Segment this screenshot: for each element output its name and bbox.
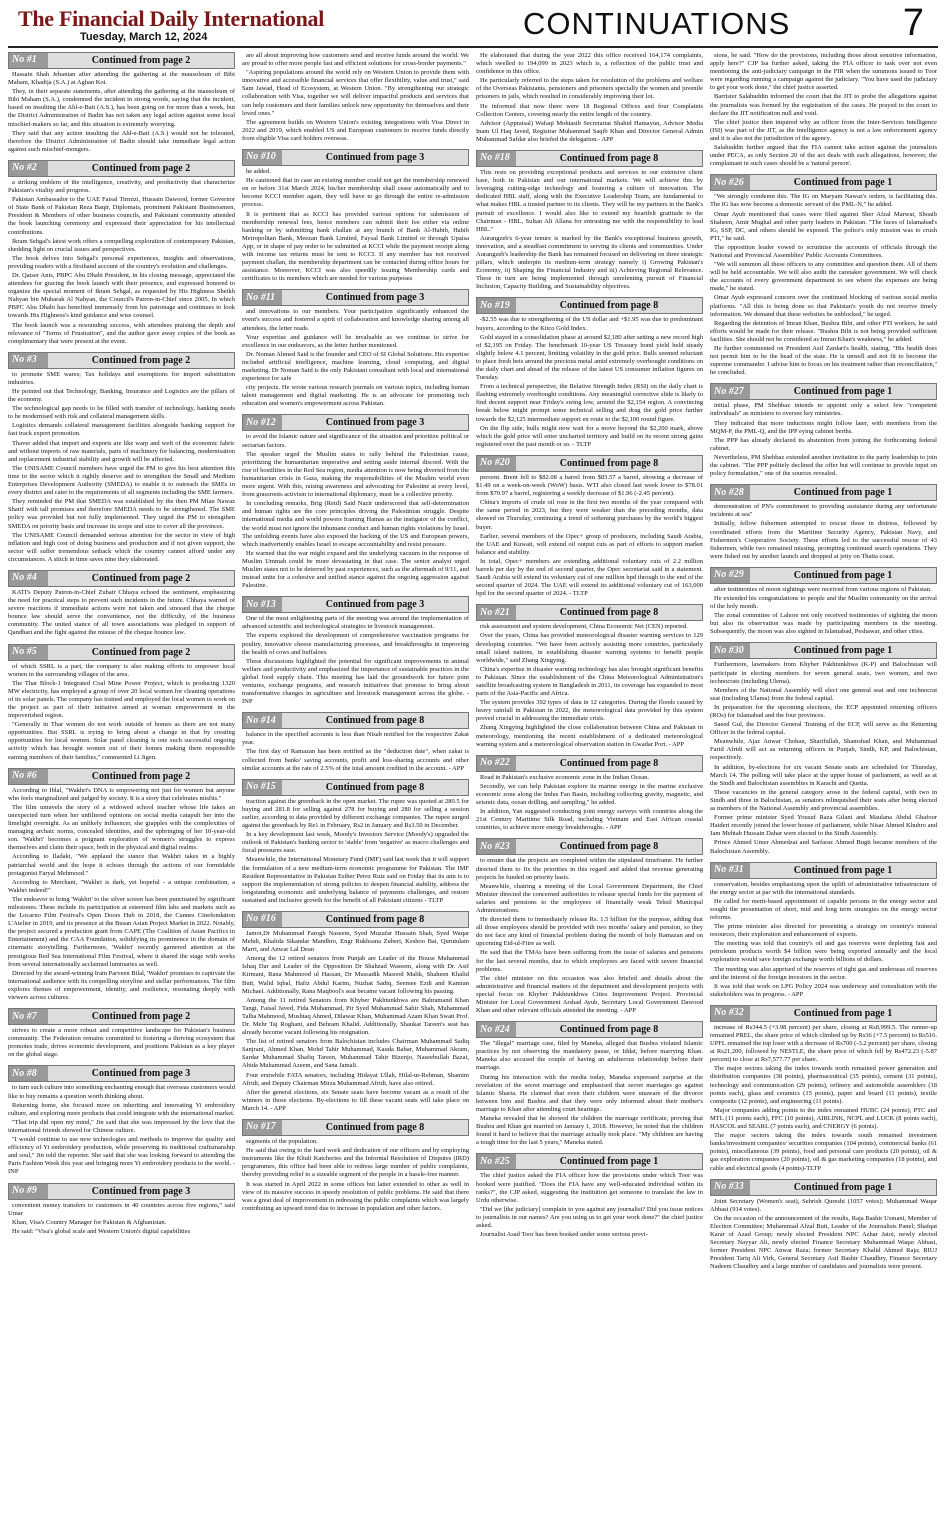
story-number: No #9 — [9, 1184, 48, 1199]
story — [8, 1183, 235, 1236]
story-paragraph: The book delves into Sehgal's personal experiences, insights and observations, providing readers with a firsthand account of the country's evolution and challenges. — [8, 254, 235, 270]
story-title: Continued from page 1 — [793, 864, 893, 876]
story-title: Continued from page 3 — [325, 292, 425, 304]
story — [710, 642, 937, 855]
story — [476, 297, 703, 449]
story-paragraph: They said that any action insulting the Ahl-e-Bait (A.S.) would not be tolerated, therefore the District Administration of Badin should take immediate legal action against such mischief-mongers. — [8, 129, 235, 153]
story-title: Continued from page 2 — [91, 162, 191, 174]
story-paragraph: The UNISAME Council demanded serious attention for the sector in view of high inflation and high cost of doing business and production and if not given support, the sector will suffer tremendous setback which the country cannot afford under any circumstances. A stitch in time saves nine they elaborated. — [8, 531, 235, 563]
story-title: Continued from page 3 — [325, 152, 425, 164]
story-number: No #8 — [9, 1066, 48, 1081]
story-number: No #6 — [9, 769, 48, 784]
story-paragraph: He said that the TMAs have been suffering from the issue of salaries and pensions for the last several months, due to which employees are faced with severe financial problems. — [476, 949, 703, 973]
story-number: No #10 — [243, 150, 282, 165]
story-header — [242, 414, 469, 431]
story-number: No #24 — [477, 1022, 516, 1037]
story — [8, 1008, 235, 1059]
story-header — [710, 567, 937, 584]
story — [710, 1179, 937, 1272]
story-paragraph: demonstration of PN's commitment to providing assistance during any unfortunate incidents at sea" — [710, 503, 937, 519]
story-paragraph: Road in Pakistan's exclusive economic zone in the Indian Ocean. — [480, 773, 650, 781]
story-header — [710, 1179, 937, 1196]
story-paragraph: -$2.55 was due to strengthening of the US dollar and +$1.95 was due to predominant buyers, according to the Kitco Gold Index. — [476, 316, 703, 332]
story — [242, 289, 469, 408]
story-paragraph: of which SSRL is a part, the company is also making efforts to empower local women in the surrounding villages of the area. — [8, 662, 235, 678]
story-number: No #19 — [477, 298, 516, 313]
story-paragraph: The PPP has already declared its abstention from joining the forthcoming federal cabinet. — [710, 436, 937, 452]
story-header — [710, 383, 937, 400]
story-header — [476, 297, 703, 314]
story-paragraph: Omar Ayub mentioned that cases were filed against Sher Afzal Marwat, Shoaib Shaheen, Amir Mughal and other party leaders in Pakistan. "The faces of Islamabad's IG, SSP, DC, and others should be exposed. The police's only mission was to crush PTI," he said. — [710, 210, 937, 242]
story — [242, 712, 469, 772]
story-title: Continued from page 8 — [559, 457, 659, 469]
story-paragraph: "I would continue to use new technologies and methods to improve the quality and efficiency of Yi embroidery production, while preserving its traditional craftsmanship and soul," Jin told the reporter. She said that she was looking forward to attending the Paris Fashion Week this year and bringing more Yi embroidery products to the world. - INP — [8, 1136, 235, 1176]
story — [710, 174, 937, 377]
story-number: No #13 — [243, 597, 282, 612]
story-title: Continued from page 1 — [793, 569, 893, 581]
story-paragraph: to avoid the Islamic nature and significance of the situation and prioritize political or sectarian factors. — [242, 433, 469, 449]
story — [242, 52, 469, 143]
story-title: Continued from page 1 — [793, 1007, 893, 1019]
story-paragraph: segments of the population. — [246, 1138, 318, 1146]
story-paragraph: They, in their separate statements, after attending the gathering at the mausoleum of Bibi Maham (S.A.), condemned the incident in strong words, saying that the incident, based on insulting the Ahl-e-Bait (A.S.), has been going on for more than a week, but the District Administration of Badin has not taken any legal action against some local mischief-makers so far, and this situation is extremely worrying. — [8, 88, 235, 128]
story-number: No #1 — [9, 53, 48, 68]
story — [476, 604, 703, 748]
story-paragraph: The meeting was also apprised of the reserves of tight gas and underseas oil reserves and the interest of the foreign investors in the sector. — [710, 965, 937, 981]
story — [8, 352, 235, 564]
story-paragraph: They reminded the PM that SMEDA was established by the then PM Mian Nawaz Sharif with tall promises and therefore SMEDA needs to be strengthened. The SME policy was provided but not fully implemented. They urged the PM to strengthen SMEDA on priority basis and increase its scope and size to cover all the provinces. — [8, 498, 235, 530]
story-header — [8, 768, 235, 785]
story-header — [476, 755, 703, 772]
story-paragraph: "We will summon all these officers to any committee and question them. All of them will be held accountable. We will also audit the caretaker government. We will check the accounts of every government department to see where the expenses are being made," he stated. — [710, 261, 937, 293]
story-paragraph: The opposition leader vowed to scrutinise the accounts of officials through the National and Provincial Assemblies' Public Accounts Committees. — [710, 243, 937, 259]
story-title: Continued from page 1 — [559, 1156, 659, 1168]
story-paragraph: convenient money transfers to customers in 40 countries across five regions," said Umar — [8, 1201, 235, 1217]
story-header — [476, 150, 703, 167]
story-paragraph: Salahuddin further argued that the FIA cannot take action against the journalists under PECA, as only Section 20 of the act deals with such allegations, however, the complainant in such cases should be a 'natural person'. — [710, 144, 937, 168]
story-number: No #33 — [711, 1180, 750, 1195]
story-paragraph: increase of Rs344.5 (+3.98 percent) per share, closing at Rs8,999.5. The runner-up remained PREL, the share price of which climbed up by Rs36 (+7.5 percent) to Rs516. UPFL remained the top loser with a decrease of Rs700 (-3.2 percent) per share, closing at Rs21,200, followed by NESTLE, the share price of which fell by Rs472.23 (-5.87 percent) to close at Rs7,577.77 per share. — [710, 1023, 937, 1064]
story-paragraph: Your expertise and guidance will be invaluable as we continue to strive for excellence in our endeavors, as the letter further mentioned. — [242, 333, 469, 349]
story-paragraph: Khan, Visa's Country Manager for Pakistan & Afghanistan. — [12, 1218, 167, 1226]
story — [8, 160, 235, 346]
story — [476, 838, 703, 1015]
story-title: Continued from page 8 — [559, 300, 659, 312]
story-paragraph: conservation, besides emphasising upon the uplift of administrative infrastructure of the energy sector at par with the international standards. — [710, 880, 937, 896]
story-paragraph: city projects. He wrote various research journals on various topics, including human talent management and digital marketing. He is an advocate for promoting tech education and women's empowerment across Pakistan. — [242, 384, 469, 408]
story-header — [8, 52, 235, 69]
story-paragraph: The chief justice asked the FIA officer how the provisions under which Toor was booked were justified. "Does the FIA have any well-educated individual within its ranks?", the CJP asked, suggesting the institution get someone to translate the law in Urdu otherwise. — [476, 1172, 703, 1204]
story-paragraph: Meanwhile, Ajaz Anwar Chohan, Sharifullah, Shamshad Khan, and Muhammad Farid Afridi will act as returning officers in Punjab, Sindh, KP, and Balochistan, respectively. — [710, 738, 937, 762]
story-paragraph: This rests on providing exceptional products and services to our extensive client base, both in Pakistan and our international markets. We will achieve this by leveraging cutting-edge technology and fostering a culture of innovation. The dedicated HBL staff, along with the Executive Leadership Team, are fundamental to what makes HBL a trusted partner to its clients. They will be my partners in the Bank's pursuit of excellence. I would also like to extend my heartfelt gratitude to the Chairman - HBL, Sultan Ali Allana for entrusting me with the responsibility to lead HBL." — [476, 169, 703, 233]
story-paragraph: Prince Ahmed Umer Ahmedzai and Sarfaraz Ahmed Bugti became members of the Balochistan Assembly. — [710, 839, 937, 855]
story-paragraph: "We strongly condemn this. The IG on Maryam Nawaz's orders, is facilitating this. The IG has now become a domestic servant of the PML-N," he added. — [710, 193, 937, 209]
story-paragraph: He said: "Visa's global scale and Western Union's digital capabilities — [12, 1227, 191, 1235]
story-paragraph: Barrister Salahuddin informed the court that the JIT to probe the allegations against the journalists was formed by the registration of the cases. He prayed to the court to declare the JIT notification null and void. — [710, 93, 937, 117]
story-title: Continued from page 8 — [559, 1024, 659, 1036]
story-paragraph: During his interaction with the media today, Maneka expressed surprise at the revelation of the secret marriage and emphasised that secret marriages go against Islamic Sharia. He claimed that even their children were unaware of the divorce between him and Bushra and that they were only informed about their mother's marriage to Khan after attending court hearings. — [476, 1073, 703, 1113]
story-paragraph: Pakistan Ambassador to the UAE Faisal Tirmizi, Hussain Dawood, former Governor of State Bank of Pakistan Reza Baqir, Diplomats, prominent Pakistani Businessmen, President & Members of other business councils, and Pakistani community attended the book launching ceremony and expressed their appreciation for his intellectual contributions. — [8, 196, 235, 236]
story-paragraph: Gold stayed in a consolidation phase at around $2,180 after setting a new record high of $2,195 on Friday. The benchmark 10-year US Treasury bond yield held steady slightly below 4.1 percent, limiting volatility in the gold price. Bulls seemed reluctant to place fresh bets around the precious metal amid extremely overbought conditions on the daily chart and ahead of the release of the latest US consumer inflation figures on Tuesday. — [476, 333, 703, 382]
story-paragraph: The agreement builds on Western Union's existing integrations with Visa Direct in 2022 and 2019, which enabled US and European customers to receive funds directly from eligible Visa card holders overseas. — [242, 118, 469, 142]
story-header — [710, 174, 937, 191]
story — [710, 52, 937, 168]
story-number: No #16 — [243, 912, 282, 927]
story-title: Continued from page 3 — [325, 417, 425, 429]
story-paragraph: From a technical perspective, the Relative Strength Index (RSI) on the daily chart is flashing extremely overbought conditions. Any meaningful corrective slide is likely to find decent support near Friday's swing low, around the $2,154 region. A convincing break below might prompt some technical selling and drag the gold price further towards the $2,125 intermediate support en route to the $2,100 round figure. — [476, 383, 703, 423]
story-paragraph: traction against the greenback in the open market. The rupee was quoted at 280.5 for buying and 281.8 for selling against 278 for buying and 280 for selling a session earlier, according to data provided by different exchange companies. The rupee surged against the greenback by Re1 in February, Rs2 in January and Rs3.50 in December. — [242, 797, 469, 830]
story-paragraph: The prime minister also directed for presenting a strategy on country's mineral resources, their exploration and enhancement of exports. — [710, 923, 937, 939]
story-paragraph: The chief justice then inquired why an officer from the Inter-Services Intelligence (ISI) was part of the JIT, as the intelligence agency is not a law enforcement agency and it is also not the jurisdiction of the agency. — [710, 118, 937, 142]
text-column — [710, 52, 937, 1522]
story-paragraph: He further commented on President Asif Zardari's health, stating, "His health does not permit him to be the head of the state. He is unwell and not fit to become the supreme commander. I advise him to focus on his treatment rather than reconciliation," he concluded. — [710, 345, 937, 377]
story-paragraph: The film unravels the story of a widowed school teacher whose life takes an unexpected turn when her unfiltered opinions on social media catapult her into the limelight overnight. As an unlikely influencer, she grapples with the complexities of managing archaic norms, concealed identities, and the upbringing of her 10-year-old son. 'Wakhri' becomes a poignant exploration of women's struggles to express themselves and claim their space, both in the physical and digital realms. — [8, 803, 235, 852]
story-number: No #12 — [243, 415, 282, 430]
story-title: Continued from page 8 — [325, 781, 425, 793]
story-paragraph: It was started in April 2022 in some offices but latter extended to other as well in view of its massive success in speedy resolution of public problems. He said that there was a great deal of improvement in redressing the public complaints which was largely contributing an upward trend due to increase in population and other factors. — [242, 1180, 469, 1212]
story-number: No #4 — [9, 571, 48, 586]
story-number: No #5 — [9, 645, 48, 660]
story-header — [8, 570, 235, 587]
story-paragraph: to turn such culture into something enchanting enough that overseas customers would like to buy remains a question worth thinking about. — [8, 1084, 235, 1100]
story-paragraph: Saeed Gul, the Director General Training of the ECP, will serve as the Returning Officer in the federal capital. — [710, 721, 937, 737]
story-header — [242, 596, 469, 613]
story-number: No #15 — [243, 780, 282, 795]
story-paragraph: Secondly, we can help Pakistan explore its marine energy in the marine exclusive economic zone along the Indus Fan Basin, including collecting gravity, magnetic, and seismic data, ocean drilling, and sampling," he added. — [476, 782, 703, 807]
story-paragraph: It is pertinent that as KCCI has provided various options for submission of membership renewal fees, hence members can submit their fee either via online banking or by submitting bank challan at any branch of Bank Al-Habib, Habib Metropolitan Bank, Meezan Bank Limited, Faysal Bank Limited or through Upaisa App, or in shape of pay order to be submitted at KCCI while the payment receipt along with income tax returns must be sent to KCCI. If any member has not received payment challan, the membership department can be contacted during office hours for assistance. Moreover, KCCI was also speedily issuing Membership cards and certificates to its members which are needed for various purposes — [242, 210, 469, 283]
story-paragraph: and innovations to our members. Your participation significantly enhanced the event's success and fostered a spirit of collaboration and knowledge sharing among all attendees, the letter reads. — [242, 308, 469, 332]
story-number: No #29 — [711, 568, 750, 583]
story-paragraph: The first day of Ramazan has been notified as the "deduction date", when zakat is collected from banks' saving accounts, profit and loss-sharing accounts and other similar accounts at the rate of 2.5% of the total amount credited in the account. - APP — [242, 748, 469, 772]
story-header — [8, 644, 235, 661]
section-title: CONTINUATIONS — [523, 6, 791, 41]
text-column — [476, 52, 703, 1522]
paper-name: The Financial Daily International — [18, 6, 325, 31]
story-paragraph: Dr. Qaiser Anis, PBPC Abu Dhabi President, in his closing message, appreciated the attendees for gracing the book launch with their presence, and expressed honored to organize the special moment of Ikram Sehgal, as requested by His Highness Sheikh Nahyan bin Mubarak Al Nahyan, the Council's Patron-in-Chief since 2005. In which PBPC Abu Dhabi has benefited immensely from his patronage and continues to look towards His Highness's kind guidance and wise counsel. — [8, 271, 235, 320]
story-paragraph: He pointed out that Technology, Banking, Insurance and Logistics are the pillars of the economy. — [8, 388, 235, 404]
story-title: Continued from page 8 — [325, 913, 425, 925]
story-title: Continued from page 8 — [559, 153, 659, 165]
story-header — [242, 712, 469, 729]
story — [476, 755, 703, 833]
story-header — [242, 779, 469, 796]
story — [476, 455, 703, 598]
story-paragraph: "Did we [the judiciary] complain to you against any journalist? Did you issue notices to journalists in our names? Are you using us to get your work done?" the chief justice asked. — [476, 1205, 703, 1229]
story — [8, 570, 235, 638]
story-paragraph: Omar Ayub expressed concern over the continued blocking of various social media platforms. "All this is being done so that Pakistan's youth do not receive timely information. We demand that these websites be unblocked," he urged. — [710, 294, 937, 318]
story-paragraph: The book launch was a resounding success, with attendees praising the depth and relevance of "Terms of Frustration", and the author gave away copies of the book as complimentary that were present at the event. — [8, 321, 235, 345]
story-header — [8, 1008, 235, 1025]
story-paragraph: In concluding remarks, Brig (Retd) Said Nazir underscored that self-determination and human rights are the core principles driving the Palestinian struggle. Despite international media and world powers framing Hamas as the instigator of the conflict, the world must not ignore the inhumane conduct and human rights violations by Israel. The unfolding events have also exposed the backing of the US and European powers, which inadvertently enables Israel to escape accountability and resist pressure. — [242, 500, 469, 548]
story-number: No #32 — [711, 1006, 750, 1021]
story-paragraph: In total, Opec+ members are extending additional voluntary cuts of 2.2 million barrels per day by the end of second quarter, the Opec secretariat said in a statement. Saudi Arabia will extend its voluntary cut of one million bpd through to the end of the second quarter of 2024. The UAE will extend its additional voluntary cut of 163,000 bpd for the second quarter of 2024. - TLTP — [476, 557, 703, 598]
story-paragraph: The list of retired senators from Balochistan includes Chairman Muhammad Sadiq Sanjrani, Ahmed Khan, Mohd Tahir Muhammad, Kauda Babar, Muhammad Akram, Sardar Muhammad Shafiq Tareen, Muhammad Tahir Bizenjo, Naseebullah Bazai, Abida Muhammad Azeem, and Sana Jamali. — [242, 1038, 469, 1070]
story-paragraph: Journalist Asad Toor has been booked under some serious provi- — [480, 1231, 648, 1239]
story-paragraph: "Aspiring populations around the world rely on Western Union to provide them with innovative and accessible financial services that offer flexibility, value and trust," said Sam Jawad, Head of Ecosystem, at Western Union. "By strengthening our strategic collaboration with Visa, together we will deliver impactful products and services that can help customers and their families unlock new opportunity for themselves and their loved ones." — [242, 69, 469, 117]
story-paragraph: to ensure that the projects are completed within the stipulated timeframe. He further directed them to fix the priorities in this regard and added that revenue generating projects be funded on priority basis. — [476, 857, 703, 881]
story-paragraph: He warned that the war might expand and the underlying vacuum in the response of Muslim Ummah could be more devastating in that case. The senior analyst urged Muslim states not to be deterred by past experiences, such as the aftermath of 9/11, and instead unite for a cohesive and unified stance against the ongoing aggression against Palestine. — [242, 549, 469, 590]
story — [8, 52, 235, 154]
story-title: Continued from page 8 — [559, 841, 659, 853]
story-number: No #23 — [477, 839, 516, 854]
story-number: No #21 — [477, 605, 516, 620]
story-paragraph: a striking emblem of the intelligence, creativity, and productivity that characterize Pakistan's vitality and progress. — [8, 178, 235, 195]
story-title: Continued from page 3 — [325, 599, 425, 611]
story — [476, 1021, 703, 1147]
issue-date: Tuesday, March 12, 2024 — [80, 31, 208, 43]
story-number: No #3 — [9, 353, 48, 368]
story-title: Continued from page 2 — [91, 1011, 191, 1023]
story-number: No #11 — [243, 290, 282, 305]
story-paragraph: Earlier, several members of the Opec+ group of producers, including Saudi Arabia, the UAE and Kuwait, will extend oil output cuts as part of efforts to support market balance and stability. — [476, 532, 703, 556]
story-title: Continued from page 8 — [559, 757, 659, 769]
story-paragraph: Regarding the detention of Imran Khan, Bushra Bibi, and other PTI workers, he said efforts would be made for their release. "Bushra Bibi is not being provided sufficient facilities. She should not be considered as Imran Khan's weakness," he added. — [710, 319, 937, 343]
story-paragraph: Zhang Xingying highlighted the close collaboration between China and Pakistan in meteorology, mentioning the recent establishment of a dedicated meteorological warning system and a meteorological observation station in Gwadar Port. - APP — [476, 724, 703, 748]
story-title: Continued from page 8 — [559, 607, 659, 619]
story-paragraph: Nevertheless, PM Shehbaz extended another invitation to the party leadership to join the cabinet. "The PPP politely declined the offer but will continue to provide input on policy formulation," one of the sources revealed. — [710, 453, 937, 478]
story — [242, 149, 469, 283]
story-header — [8, 352, 235, 369]
story-paragraph: One of the most enlightening parts of the meeting was around the implementation of advanced scientific and technological strategies in livestock management. — [242, 615, 469, 631]
story-header — [242, 911, 469, 928]
story-number: No #30 — [711, 643, 750, 658]
story-title: Continued from page 2 — [91, 55, 191, 66]
story-paragraph: It was told that work on LPG Policy 2024 was underway and consultation with the stakeholders was in progress. - APP — [710, 982, 937, 998]
story-title: Continued from page 8 — [325, 1122, 425, 1134]
story-number: No #14 — [243, 713, 282, 728]
story-paragraph: Logistics demands collateral management facilities alongside banking support for fast track export promotion. — [8, 422, 235, 438]
story-paragraph: These discussions highlighted the potential for significant improvements in animal welfare and productivity and emphasized the importance of sustainable practices in the global food supply chain. This meeting has laid the groundwork for future joint ventures, exchange programs, and research initiatives that promise to bring about transformative changes in agriculture and livestock management across the globe. - INP — [242, 657, 469, 706]
story — [710, 862, 937, 999]
story — [476, 52, 703, 144]
story-header — [242, 289, 469, 306]
story-paragraph: They indicated that more inductions might follow later, with members from the MQM-P, the PML-Q, and the IPP eying cabinet berths. — [710, 419, 937, 435]
story-paragraph: percent. Brent fell to $82.08 a barrel from $83.57 a barrel, showing a decrease of $1.49 on a week-on-week (WoW) basis. WTI also closed last week lower to $78.01 from $79.97 a barrel, registering a weekly decrease of $1.96 (-2.45 percent). — [476, 473, 703, 498]
story-paragraph: Over the years, China has provided meteorological disaster warning services to 129 developing countries. "We have been actively assisting more countries, particularly small island nations, in establishing disaster warning systems to benefit people worldwide," said Zhang Xingying. — [476, 632, 703, 664]
story-paragraph: strives to create a more robust and competitive landscape for Pakistan's business community. The Federation remains committed to fostering a thriving ecosystem that promotes trade, drives economic development, and positions Pakistan as a key player on the global stage. — [8, 1027, 235, 1059]
story-paragraph: Among the 11 retired Senators from Khyber Pakhtunkhwa are Bahramand Khan Tangi, Faisal Javed, Fida Muhammad, Pir Syed Muhammad Sabir Shah, Muhammad Talha Mahmood, Mushtaq Ahmed, Dilawar Khan, Muhammad Azam Khan Swati Prof. Dr. Mehr Taj Roghani, and Behram Khalid. Additionally, Shaukat Tareen's seat has already become vacant following his resignation. — [242, 996, 469, 1037]
story-paragraph: He particularly referred to the steps taken for resolution of the problems and welfare of the Overseas Pakistanis, pensioners and prisoners specially the women and juvenile prisoners in jails, which resulted in considerably improving their lot. — [476, 77, 703, 101]
story-header — [476, 604, 703, 621]
story-paragraph: According to Merchant, "Wakhri is dark, yet hopeful - a unique combination, a Wakhri indeed!" — [8, 878, 235, 894]
story-number: No #28 — [711, 485, 750, 500]
story-paragraph: In a key development last week, Moody's Investors Service (Moody's) upgraded the outlook of Pakistan's banking sector to 'stable' from 'negative' as macro challenges and fiscal pressures ease. — [242, 831, 469, 855]
story-header — [242, 1119, 469, 1136]
story-title: Continued from page 3 — [91, 1068, 191, 1080]
story-header — [710, 1005, 937, 1022]
page-number: 7 — [902, 2, 924, 44]
story-paragraph: The zonal committee of Lahore not only received testimonies of sighting the moon but also its observation was made by participating members in the meeting. Subsequently, the moon was also sighted in Islamabad, Peshawar, and other cities. — [710, 612, 937, 636]
story-paragraph: In addition, by-elections for six vacant Senate seats are scheduled for Thursday, March 14. The polling will take place at the upper house of parliament, as well as at the Sindh and Balochistan assemblies in Karachi and Quetta. — [710, 763, 937, 787]
story-paragraph: In addition, Yan suggested conducting joint energy surveys with countries along the 21st Century Maritime Silk Road, including Vietnam and East African coastal countries, to achieve more energy breakthroughs. - APP — [476, 808, 703, 832]
story-paragraph: The UNISAME Council members have urged the PM to give his best attention this time to the sector which it rightly deserve and to strengthen the Small and Medium Enterprises Development Authority (SMEDA) to enable it to outreach the SMEs in every district and cater to the requirements of all segments including the SME farmers. — [8, 464, 235, 497]
story-paragraph: balance in the specified accounts is less than Nisab notified for the respective Zakat year. — [242, 731, 469, 747]
story-paragraph: The chief minister on this occasion was also briefed and details about the administrative and financial matters of the department and development projects with special focus on Khyber Pakhtunkhwa Cities Improvement Project. Provincial Minister for Local Government Arshad Ayub, Secretary Local Government Dawood Khan and other relevant officials attended the meeting. - APP — [476, 974, 703, 1015]
story-paragraph: He directed them to immediately release Rs. 1.5 billion for the purpose, adding that all those employees should be provided with two months' salary and pension, so they do not face any kind of financial problem during the month of holy Ramazan and on upcoming Eid-ul-Fitre as well. — [476, 916, 703, 948]
story-paragraph: Former prime minister Syed Yousuf Raza Gilani and Maulana Abdul Ghafoor Haideri recently joined the lower house of parliament, while Nisar Ahmed Khuhro and Jam Mehtab Hussain Dahar were elected to the Sindh Assembly. — [710, 814, 937, 838]
text-column — [8, 52, 235, 1522]
story-title: Continued from page 8 — [325, 715, 425, 727]
story-paragraph: Hassain Shah Jehanian after attending the gathering at the mausoleum of Bibi Maham, Khadija (S.A.) at Aghan Kot. — [8, 71, 235, 87]
story-paragraph: to promote SME wares; Tax holidays and exemptions for import substitution industries. — [8, 370, 235, 386]
story-paragraph: "That trip did open my mind," Jin said that she was impressed by the love that the international friends showed for Chinese culture. — [8, 1118, 235, 1134]
story-paragraph: Furthermore, lawmakers from Khyber Pakhtunkhwa (K-P) and Balochistan will participate in electing members for seven general seats, two women, and two technocrats (including Ulema). — [710, 661, 937, 685]
story-paragraph: These vacancies in the general category arose in the federal capital, with two in Sindh and three in Balochistan, as senators relinquished their seats after being elected as members of the National Assembly and provincial assemblies. — [710, 788, 937, 813]
story-paragraph: The experts explored the development of comprehensive vaccination programs for poultry, innovative cheese manufacturing processes, and breakthroughs in improving the health of cows and buffaloes. — [242, 632, 469, 656]
story-paragraph: According to Iladaki, "We applaud the stance that Wakhri takes in a highly patriarchal world and the hope it echoes through the actions of our formidable protagonist Faryal Mehmood." — [8, 853, 235, 877]
story — [242, 779, 469, 905]
story-number: No #18 — [477, 151, 516, 166]
story-header — [8, 1183, 235, 1200]
story-paragraph: Advisor (Appraisal) Wafaqi Mohtasib Secretariat Shahid Hamayun, Advisor Media Inam Ul Haq Javed, Registrar Muhammad Saqib Khan and Director General Admin Muhammad Safdar also briefed the delegation.- APP — [476, 119, 703, 143]
story-paragraph: He called for merit-based appointment of capable persons in the energy sector and sought the presentation of short, mid and long term strategies on the energy sector reforms. — [710, 897, 937, 921]
story-title: Continued from page 3 — [91, 1185, 191, 1197]
story-paragraph: The endeavor to bring 'Wakhri' to the silver screen has been punctuated by significant milestones. These include its participation at esteemed film labs and markets such as the Locarno Film Festival's Open Doors Hub in 2018, the Cannes Cinefondation L'Atelier in 2019, and its presence at the Busan Asian Project Market in 2022. Notably, the project secured a production grant from CAPE (The Coalition of Asian Pacifics in Entertainment) and the CAA Foundation, solidifying its prominence in the domain of cinematic storytelling. Furthermore, 'Wakhri' recently garnered attention at the prestigious Red Sea International Film Festival, where it shared the stage with works from several internationally acclaimed luminaries as well. — [8, 895, 235, 968]
story-paragraph: The speaker urged the Muslim states to rally behind the Palestinian cause, prioritizing the humanitarian imperative and setting aside internal discord. With the rise of hostilities in the Red Sea region, media attention is now being diverted from the humanitarian crisis in Gaza, making the responsibilities of the Muslim world even more urgent. With this, raising awareness and advocating for Palestine at every level, from grassroots activism to international diplomacy, must be a collective priority. — [242, 450, 469, 499]
story-paragraph: sions, he said. "How do the provisions, including those about sensitive information, apply here?" CJP Isa further asked, taking the FIA officer to task over not even mentioning the anti-judiciary campaign in the FIR when the summons issued to Toor were regarding running a campaign against the judiciary. "You have used the judiciary to get your work done," the chief justice asserted. — [710, 52, 937, 92]
story-paragraph: Ikram Sehgal's latest work offers a compelling exploration of contemporary Pakistan, shedding light on crucial issues and perspectives. — [8, 237, 235, 253]
story-paragraph: Meanwhile, the International Monetary Fund (IMF) said last week that it will support the formulation of a new medium-term economic programme for Pakistan. The IMF Resident Representative in Pakistan Esther Perez Ruiz said on Friday that its aim is to support the implementation of strong policies to deepen financial stability, address the longstanding economic and underlying balance of payments challenges, and restore sustained and inclusive growth for the benefit of all Pakistani citizens - TLTP — [242, 856, 469, 904]
columns-container — [8, 52, 938, 1522]
story — [710, 383, 937, 478]
story-paragraph: Joint Secretary (Women's seat), Sehrish Qureshi (1057 votes); Muhammad Waqar Abbasi (914 votes). — [710, 1197, 937, 1213]
story-number: No #26 — [711, 175, 750, 190]
story-paragraph: He extended his congratulations to people and the Muslim community on the arrival of the holy month. — [710, 594, 937, 611]
story-paragraph: "Generally in Thar women do not work outside of homes as there are not many opportunities. But SSRL is trying to bring about a change in that by creating opportunities for local women. Solar panel cleaning is one such successful ongoing activity which has brought women out of their homes making them responsible earning members of their families," commented Li Jigen. — [8, 721, 235, 761]
story-paragraph: he added. — [246, 168, 271, 176]
story — [710, 1005, 937, 1173]
story — [476, 150, 703, 291]
story-title: Continued from page 1 — [793, 177, 893, 189]
story-paragraph: China's expertise in disaster warning technology has also brought significant benefits to Pakistan. Since the establishment of the China Meteorological Administration's satellite broadcasting system in Bangladesh in 2011, its coverage has expanded to most parts of the Asia-Pacific and Africa. — [476, 665, 703, 698]
story-header — [710, 862, 937, 879]
story-header — [710, 484, 937, 501]
story — [242, 1119, 469, 1213]
story-paragraph: After the general elections, six Senate seats have become vacant as a result of the winners in those elections. By-elections to fill these vacant seats will take place on March 14. - APP — [242, 1088, 469, 1112]
story — [8, 644, 235, 762]
story-paragraph: The meeting was told that country's oil and gas reserves were depleting fast and petroleum products worth $4 billion were being exported annually and the local exploration would save foreign exchange worth billions of dollars. — [710, 940, 937, 964]
story-paragraph: Members of the National Assembly will elect one general seat and one technocrat seat (including Ulama) from the federal capital. — [710, 686, 937, 702]
story-paragraph: Thaver added that import and exports are like warp and weft of the economic fabric and without imports of raw materials, parts of machinery for balancing, modernisation and replacement industrial stability and growth will be affected. — [8, 439, 235, 463]
story-title: Continued from page 2 — [91, 572, 191, 584]
story-paragraph: The major sectors taking the index towards south remained investment banks/investment companies/ securities companies (104 points), commercial banks (61 points), miscellaneous (39 points), food and personal care products (20 points), oil & gas exploration companies (20 points), oil & gas marketing companies (18 points), and cable and electrical goods (4 points)-TLTP — [710, 1132, 937, 1172]
story-paragraph: Four erstwhile FATA senators, including Hidayat Ullah, Hilal-ur-Rehman, Shamim Afridi, and Deputy Chairman Mirza Muhammad Afridi, have also retired. — [242, 1071, 469, 1087]
story-number: No #7 — [9, 1009, 48, 1024]
story-paragraph: In preparation for the upcoming elections, the ECP appointed returning officers (ROs) for Islamabad and the four provinces. — [710, 703, 937, 719]
story — [242, 911, 469, 1113]
story-paragraph: Jamot,Dr Muhammad Farogh Naseem, Syed Muzafar Hussain Shah, Syed Waqar Mehdi, Khalida Sikandar Mandhro, Engr Rukhsana Zuberi, Keshoo Bai, Qurutulain Marri, and Anwar Lal Dean — [242, 929, 469, 954]
story-paragraph: risk assessment and system development, China Economic Net (CEN) reported. — [480, 623, 688, 631]
story-paragraph: after testimonies of moon sightings were received from various regions of Pakistan. — [714, 585, 932, 593]
story-paragraph: The major sectors taking the index towards north remained power generation and distribution companies (38 points), pharmaceutical (35 points), cement (31 points), technology and communication (29 points), refinery and automobile assemblers (18 points each), glass and ceramics (15 points), paper and board (11 points), textile composite (12 points), and engineering (11 points). — [710, 1065, 937, 1105]
story-header — [476, 455, 703, 472]
story-paragraph: He informed that now there were 18 Regional Offices and four Complaints Collection Centers, covering nearly the entire length of the country. — [476, 102, 703, 118]
story-paragraph: Dr. Noman Ahmed Said is the founder and CEO of SI Global Solutions. His expertise included artificial intelligence, machine learning, cloud computing, and digital marketing. Dr Noman Said is the only Pakistani consultant with local and international experience for safe — [242, 350, 469, 383]
story-paragraph: are all about improving how customers send and receive funds around the world. We are proud to offer more people fast and efficient solutions for cross-border payments." — [242, 52, 469, 68]
story-title: Continued from page 1 — [793, 645, 893, 657]
story-header — [476, 1153, 703, 1170]
story-header — [8, 160, 235, 177]
story-paragraph: KATI's Deputy Patron-in-Chief Zubair Chhaya echoed the sentiment, emphasizing the need for practical steps to prevent such incidents in the future. Chhaya warned of severe reactions if immediate actions were not taken and stressed that the cheque bounce law should serve the convenience, not the difficulty, of the business community. The united stance of all town associations was pledged in support of Qandhari and the fight against the misuse of the cheque bounce law. — [8, 588, 235, 637]
story-header — [476, 838, 703, 855]
story — [8, 1065, 235, 1176]
story-header — [242, 149, 469, 166]
story-number: No #17 — [243, 1120, 282, 1135]
story-paragraph: Directed by the award-winning Iram Parveen Bilal, 'Wakhri' promises to captivate the international audience with its compelling storyline and stellar performances. The film explores themes of empowerment, identity, and resilience, resonating deeply with viewers across cultures. — [8, 969, 235, 1001]
story — [8, 768, 235, 1002]
story-paragraph: Among the 12 retired senators from Punjab are Leader of the House Muhammad Ishaq Dar and Leader of the Opposition Dr Shahzad Waseem, along with Dr. Asif Kirmani, Rana Mahmood ul Hassan, Dr Mussadik Masood Malik, Shaheen Khalid Butt, Walid Iqbal, Hafiz Abdul Karim, Nuzhat Sadiq, Seemee Ezdi and Kamran Michael. Additionally, Rana Maqbool's seat became vacant following his passing. — [242, 955, 469, 995]
story-number: No #27 — [711, 384, 750, 399]
story — [242, 414, 469, 590]
text-column — [242, 52, 469, 1522]
story-paragraph: The technological gap needs to be filled with transfer of technology, banking needs to be modernised with risk and collateral management skills. — [8, 405, 235, 421]
story-paragraph: The Thar Block-1 Integrated Coal Mine Power Project, which is producing 1320 MW electricity, has employed a group of over 20 local women for cleaning operations of its solar panels. The company has trained and employed the local women to work on the project as part of their initiative aimed at woman empowerment in the impoverished region. — [8, 679, 235, 720]
story-number: No #25 — [477, 1154, 516, 1169]
story — [242, 596, 469, 706]
story-paragraph: Initially, fellow fishermen attempted to rescue those in distress, followed by coordinated efforts from the Maritime Security Agency, Pakistan Navy, and Fishermen's Cooperative Society. These efforts led to the successful rescue of 43 fishermen, while two remained missing, prompting continued search operations. They were fished out by another launch and dropped at jetty on Thatta coast. — [710, 520, 937, 560]
story-title: Continued from page 1 — [793, 1181, 893, 1193]
story-number: No #2 — [9, 161, 48, 176]
story-paragraph: China's imports of crude oil rose in the first two months of the year compared with the same period in 2023, but they were weaker than the preceding months, data showed on Thursday, continuing a trend of softening purchases by the world's biggest buyer. — [476, 499, 703, 531]
story-paragraph: The system provides 392 types of data in 12 categories. During the floods caused by heavy rainfall in Pakistan in 2022, the meteorological data provided by this system proved crucial in addressing the immediate crisis. — [476, 699, 703, 723]
story-header — [710, 642, 937, 659]
story-paragraph: On the flip side, bulls might now wait for a move beyond the $2,200 mark, above which the gold price will enter uncharted territory and build on its recent strong gains registered over the past month or so. - TLTP — [476, 424, 703, 448]
story-paragraph: According to Iblal, "Wakhri's DNA is empowering not just for women but anyone who feels marginalized and judged by society. It is a story that celebrates misfits." — [8, 786, 235, 802]
story-paragraph: The "illegal" marriage case, filed by Maneka, alleged that Bushra violated Islamic practices by not observing the mandatory pause, or Iddat, before marrying Khan. Maneka also accused the couple of having an adulterous relationship before their marriage. — [476, 1040, 703, 1072]
story-title: Continued from page 2 — [91, 354, 191, 366]
story-paragraph: Maneka revealed that he showed the children the marriage certificate, proving that Bushra and Khan got married on January 1, 2018. However, he noted that the children found it hard to believe that the marriage actually took place. "My children are having a tough time for the last 5 years," Maneka stated. — [476, 1115, 703, 1147]
story-header — [8, 1065, 235, 1082]
story-header — [476, 1021, 703, 1038]
story-number: No #20 — [477, 456, 516, 471]
story-title: Continued from page 2 — [91, 770, 191, 782]
story — [710, 484, 937, 561]
story-paragraph: On the occasion of the announcement of the results, Raja Bashir Usmani, Member of Election Committee; Muhammad Afzal Butt, Leader of the Journalists Panel; Shafqat Karar of Azad Group; newly elected President NPC Azhar Jatoi, newly elected Secretary Nayyar Ali, newly elected Finance Secretary Muhammad Waqar Abbasi, former President NPC Anwar Raza; former Secretary Khalid Ahmed Raja; RIUJ President Tariq Ali Virk, General Secretary Asif Bashir Chaudhry, Finance Secretary Nadeem Chaudhry and a large number of candidates and journalists were present. — [710, 1214, 937, 1271]
story-paragraph: Meanwhile, chairing a meeting of the Local Government Department, the Chief Minister directed the concerned authorities to release special funds for the payment of salaries and pensions to the employees of financially weak Tehsil Municipal Administrations. — [476, 882, 703, 914]
story-paragraph: Major companies adding points to the index remained HUBC (24 points), PTC and MTL (11 points each), FFC (10 points), AIRLINK, NCPL and LUCK (8 points each), HASCOL and SEARL (7 points each), and CNERGY (6 points). — [710, 1106, 937, 1131]
story-title: Continued from page 1 — [793, 386, 893, 398]
story-paragraph: He said that owing to the hard work and dedication of our officers and by employing instruments like the Khuli Katcheries and the Informal Resolution of Disputes (IRD) programmes, this office had been able to redress large number of public complaints, thereby providing relief to a sizeable segment of the people in a hassle-free manner. — [242, 1147, 469, 1179]
story-number: No #22 — [477, 756, 516, 771]
story-title: Continued from page 1 — [793, 487, 893, 499]
story-paragraph: He elaborated that during the year 2022 this office received 164,174 complaints, which swelled to 194,099 in 2023 which is, a reflection of the public trust and confidence in this office. — [476, 52, 703, 76]
story-paragraph: He cautioned that in case an existing member could not get the membership renewed on or before 31st March 2024, his/her membership shall cease automatically and to become KCCI member again, they will have to go through the entire re-admission process. — [242, 177, 469, 209]
story-paragraph: Aurangzeb's 6-year tenure is marked by the Bank's exceptional business growth, innovation, and a steadfast commitment to serving its clients and communities. Under Aurangzeb's leadership the Bank has remained focused on delivering on three strategic pillars, which underpin its medium-term strategy namely i) Growing Pakistan's Economy, ii) Shaping the Financial Industry and iii) Achieving Regional Relevance. These in turn are being implemented through unrelenting pursuit of Financial Inclusion, Capacity Building, and Sustainability objectives. — [476, 234, 703, 291]
story — [476, 1153, 703, 1239]
story-title: Continued from page 2 — [91, 646, 191, 658]
story — [710, 567, 937, 637]
story-paragraph: Returning home, she focused more on inheriting and innovating Yi embroidery culture, and exploring more products that could integrate with the international market. — [8, 1101, 235, 1117]
story-number: No #31 — [711, 863, 750, 878]
story-paragraph: initial phase, PM Shehbaz intends to appoint only a select few "competent individuals" as ministers to oversee key ministries. — [710, 402, 937, 418]
masthead — [8, 4, 938, 48]
